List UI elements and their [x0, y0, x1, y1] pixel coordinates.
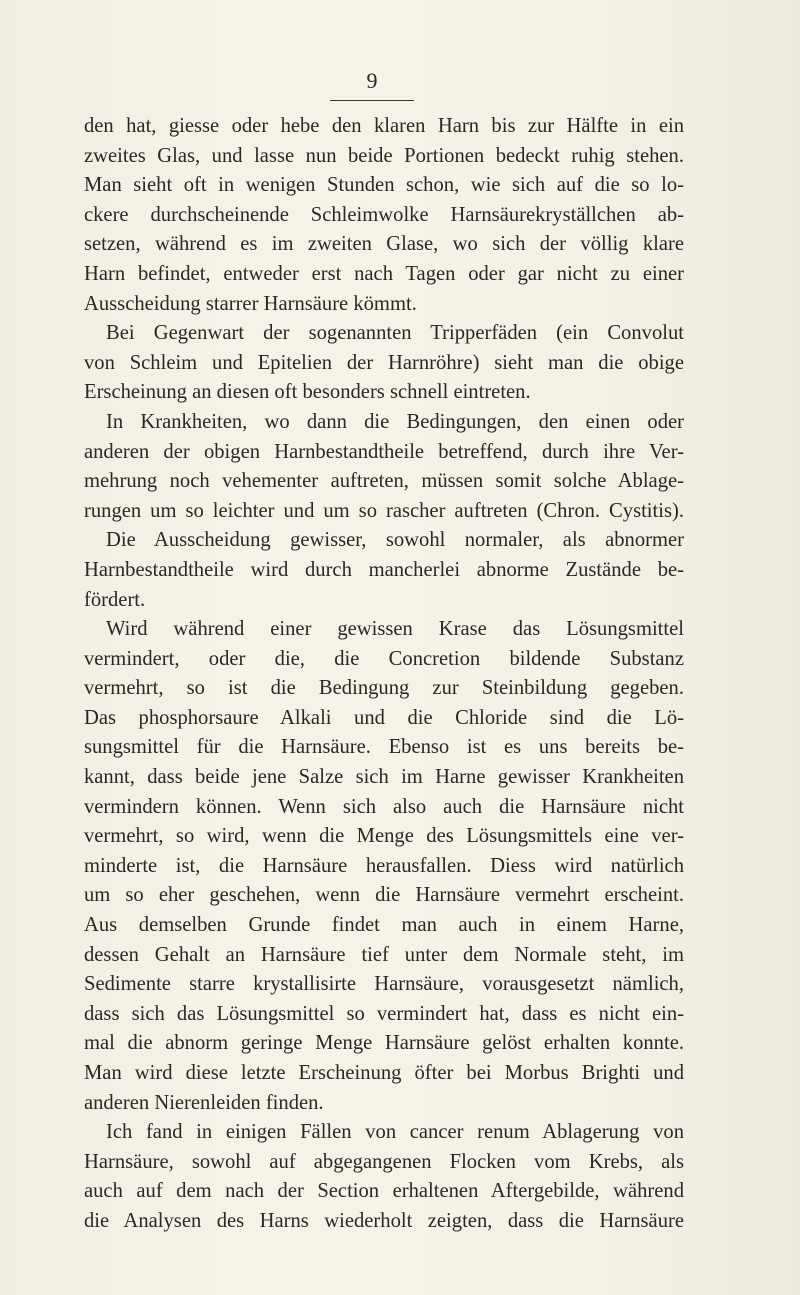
page-number: 9 [366, 68, 378, 93]
body-text [84, 112, 684, 1237]
text-line: Aus demselben Grunde findet man auch in einem Harne, [84, 914, 684, 937]
text-line: ckere durchscheinende Schleimwolke Harnsäurekryställchen ab- [84, 203, 684, 226]
text-line: auch auf dem nach der Section erhaltenen Aftergebilde, während [84, 1180, 684, 1203]
text-line: In Krankheiten, wo dann die Bedingungen, den einen oder [106, 410, 684, 433]
text-line: fördert. [84, 588, 146, 611]
text-line: vermindern können. Wenn sich also auch die Harnsäure nicht [84, 795, 684, 818]
text-line: mehrung noch vehementer auftreten, müssen somit solche Ablage- [84, 470, 684, 493]
text-line: Harn befindet, entweder erst nach Tagen oder gar nicht zu einer [84, 262, 684, 285]
text-line: vermindert, oder die, die Concretion bildende Substanz [84, 647, 684, 670]
text-line: zweites Glas, und lasse nun beide Portionen bedeckt ruhig stehen. [84, 144, 684, 167]
text-line: Erscheinung an diesen oft besonders schnell eintreten. [84, 381, 531, 404]
text-line: kannt, dass beide jene Salze sich im Harne gewisser Krankheiten [84, 766, 684, 789]
text-line: Die Ausscheidung gewisser, sowohl normaler, als abnormer [106, 529, 684, 552]
text-line: anderen der obigen Harnbestandtheile betreffend, durch ihre Ver- [84, 440, 684, 463]
text-line: setzen, während es im zweiten Glase, wo sich der völlig klare [84, 233, 684, 256]
text-line: Harnbestandtheile wird durch mancherlei abnorme Zustände be- [84, 558, 684, 581]
text-line: Wird während einer gewissen Krase das Lösungsmittel [106, 618, 684, 641]
text-line: vermehrt, so wird, wenn die Menge des Lösungsmittels eine ver- [84, 825, 684, 848]
text-line: Harnsäure, sowohl auf abgegangenen Flocken vom Krebs, als [84, 1150, 684, 1173]
header-rule [330, 100, 414, 101]
text-line: die Analysen des Harns wiederholt zeigten, dass die Harnsäure [84, 1209, 684, 1232]
text-line: Sedimente starre krystallisirte Harnsäure, vorausgesetzt nämlich, [84, 973, 684, 996]
text-line: dessen Gehalt an Harnsäure tief unter dem Normale steht, im [84, 943, 684, 966]
text-line: sungsmittel für die Harnsäure. Ebenso ist es uns bereits be- [84, 736, 684, 759]
text-line: dass sich das Lösungsmittel so vermindert hat, dass es nicht ein- [84, 1002, 684, 1025]
text-line: um so eher geschehen, wenn die Harnsäure vermehrt erscheint. [84, 884, 684, 907]
text-line: Man wird diese letzte Erscheinung öfter bei Morbus Brighti und [84, 1062, 684, 1084]
text-line: Bei Gegenwart der sogenannten Tripperfäden (ein Convolut [106, 322, 684, 345]
text-line: anderen Nierenleiden finden. [84, 1091, 324, 1114]
text-line: Das phosphorsaure Alkali und die Chloride sind die Lö- [84, 706, 684, 729]
text-line: rungen um so leichter und um so rascher auftreten (Chron. Cystitis). [84, 499, 684, 522]
text-line: Ausscheidung starrer Harnsäure kömmt. [84, 292, 417, 315]
text-line: Man sieht oft in wenigen Stunden schon, wie sich auf die so lo- [84, 174, 684, 197]
text-line: den hat, giesse oder hebe den klaren Harn bis zur Hälfte in ein [84, 115, 684, 137]
text-line: vermehrt, so ist die Bedingung zur Steinbildung gegeben. [84, 677, 684, 700]
text-line: mal die abnorm geringe Menge Harnsäure gelöst erhalten konnte. [84, 1032, 684, 1055]
text-line: von Schleim und Epitelien der Harnröhre) sieht man die obige [84, 351, 684, 374]
text-line: Ich fand in einigen Fällen von cancer renum Ablagerung von [106, 1121, 684, 1144]
text-line: minderte ist, die Harnsäure herausfallen. Diess wird natürlich [84, 854, 684, 877]
